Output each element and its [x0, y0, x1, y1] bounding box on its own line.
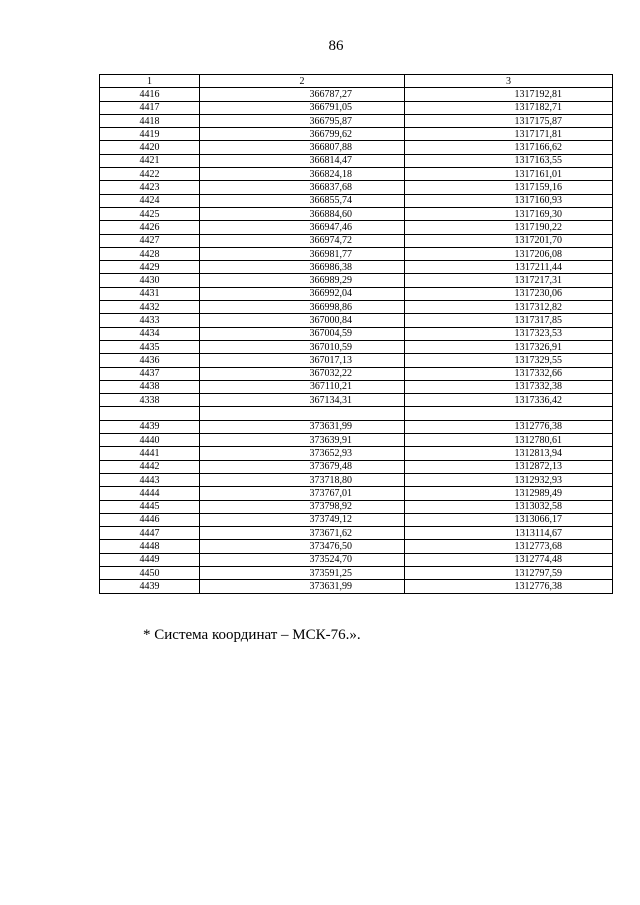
x-coordinate-cell: 373718,80 — [200, 473, 405, 486]
y-coordinate-cell: 1312872,13 — [405, 460, 613, 473]
x-coordinate-cell: 367134,31 — [200, 394, 405, 407]
x-coordinate-cell: 366974,72 — [200, 234, 405, 247]
y-coordinate-cell: 1312776,38 — [405, 580, 613, 593]
point-number-cell: 4431 — [100, 287, 200, 300]
x-coordinate-cell: 366837,68 — [200, 181, 405, 194]
x-coordinate-cell: 373631,99 — [200, 580, 405, 593]
x-coordinate-cell: 366947,46 — [200, 221, 405, 234]
table-row — [100, 553, 613, 566]
table-row — [100, 540, 613, 553]
point-number-cell: 4432 — [100, 301, 200, 314]
x-coordinate-cell: 366884,60 — [200, 207, 405, 220]
x-coordinate-cell: 373631,99 — [200, 420, 405, 433]
y-coordinate-cell: 1317169,30 — [405, 207, 613, 220]
table-row — [100, 580, 613, 593]
table-row — [100, 207, 613, 220]
y-coordinate-cell: 1317182,71 — [405, 101, 613, 114]
table-row — [100, 101, 613, 114]
point-number-cell: 4439 — [100, 420, 200, 433]
x-coordinate-cell: 373767,01 — [200, 487, 405, 500]
table-row — [100, 394, 613, 407]
table-row — [100, 261, 613, 274]
point-number-cell: 4437 — [100, 367, 200, 380]
y-coordinate-cell: 1312776,38 — [405, 420, 613, 433]
point-number-cell: 4434 — [100, 327, 200, 340]
page-number: 86 — [328, 38, 344, 54]
y-coordinate-cell: 1312774,48 — [405, 553, 613, 566]
y-coordinate-cell: 1317326,91 — [405, 340, 613, 353]
table-row — [100, 380, 613, 393]
point-number-cell: 4417 — [100, 101, 200, 114]
x-coordinate-cell: 366986,38 — [200, 261, 405, 274]
table-row — [100, 447, 613, 460]
x-coordinate-cell: 366807,88 — [200, 141, 405, 154]
point-number-cell: 4419 — [100, 128, 200, 141]
table-row — [100, 527, 613, 540]
point-number-cell: 4450 — [100, 566, 200, 579]
y-coordinate-cell: 1317211,44 — [405, 261, 613, 274]
x-coordinate-cell: 373591,25 — [200, 566, 405, 579]
point-number-cell: 4423 — [100, 181, 200, 194]
y-coordinate-cell: 1317175,87 — [405, 114, 613, 127]
table-row — [100, 487, 613, 500]
y-coordinate-cell: 1317317,85 — [405, 314, 613, 327]
y-coordinate-cell: 1317329,55 — [405, 354, 613, 367]
x-coordinate-cell: 373476,50 — [200, 540, 405, 553]
y-coordinate-cell: 1317201,70 — [405, 234, 613, 247]
column-header-y: 3 — [405, 75, 613, 88]
y-coordinate-cell: 1317230,06 — [405, 287, 613, 300]
point-number-cell: 4424 — [100, 194, 200, 207]
x-coordinate-cell: 366992,04 — [200, 287, 405, 300]
table-row — [100, 434, 613, 447]
x-coordinate-cell: 373749,12 — [200, 513, 405, 526]
table-row — [100, 287, 613, 300]
y-coordinate-cell: 1312780,61 — [405, 434, 613, 447]
table-row — [100, 128, 613, 141]
table-row — [100, 274, 613, 287]
table-row — [100, 340, 613, 353]
table-row — [100, 327, 613, 340]
table-row — [100, 141, 613, 154]
table-row — [100, 168, 613, 181]
y-coordinate-cell: 1317312,82 — [405, 301, 613, 314]
table-row — [100, 513, 613, 526]
x-coordinate-cell: 366855,74 — [200, 194, 405, 207]
x-coordinate-cell: 366814,47 — [200, 154, 405, 167]
table-row — [100, 88, 613, 101]
table-row — [100, 154, 613, 167]
point-number-cell: 4438 — [100, 380, 200, 393]
point-number-cell: 4425 — [100, 207, 200, 220]
y-coordinate-cell: 1312813,94 — [405, 447, 613, 460]
point-number-cell: 4440 — [100, 434, 200, 447]
point-number-cell: 4433 — [100, 314, 200, 327]
point-number-cell: 4443 — [100, 473, 200, 486]
point-number-cell: 4427 — [100, 234, 200, 247]
column-header-x: 2 — [200, 75, 405, 88]
y-coordinate-cell: 1317206,08 — [405, 247, 613, 260]
x-coordinate-cell: 366824,18 — [200, 168, 405, 181]
point-number-cell: 4429 — [100, 261, 200, 274]
x-coordinate-cell: 367110,21 — [200, 380, 405, 393]
y-coordinate-cell: 1317190,22 — [405, 221, 613, 234]
point-number-cell: 4421 — [100, 154, 200, 167]
x-coordinate-cell: 366989,29 — [200, 274, 405, 287]
x-coordinate-cell: 373798,92 — [200, 500, 405, 513]
y-coordinate-cell: 1317217,31 — [405, 274, 613, 287]
x-coordinate-cell: 373679,48 — [200, 460, 405, 473]
x-coordinate-cell: 373639,91 — [200, 434, 405, 447]
point-number-cell: 4439 — [100, 580, 200, 593]
x-coordinate-cell: 366998,86 — [200, 301, 405, 314]
point-number-cell: 4338 — [100, 394, 200, 407]
table-row — [100, 221, 613, 234]
point-number-cell: 4430 — [100, 274, 200, 287]
table-row — [100, 420, 613, 433]
x-coordinate-cell — [200, 407, 405, 420]
x-coordinate-cell: 373671,62 — [200, 527, 405, 540]
footnote: * Система координат – МСК-76.». — [143, 627, 361, 643]
coordinates-table — [99, 74, 613, 594]
point-number-cell: 4447 — [100, 527, 200, 540]
y-coordinate-cell: 1317163,55 — [405, 154, 613, 167]
y-coordinate-cell: 1313066,17 — [405, 513, 613, 526]
table-row — [100, 354, 613, 367]
y-coordinate-cell — [405, 407, 613, 420]
point-number-cell: 4426 — [100, 221, 200, 234]
point-number-cell: 4422 — [100, 168, 200, 181]
point-number-cell: 4418 — [100, 114, 200, 127]
x-coordinate-cell: 367004,59 — [200, 327, 405, 340]
y-coordinate-cell: 1317161,01 — [405, 168, 613, 181]
y-coordinate-cell: 1317159,16 — [405, 181, 613, 194]
x-coordinate-cell: 367032,22 — [200, 367, 405, 380]
y-coordinate-cell: 1312797,59 — [405, 566, 613, 579]
y-coordinate-cell: 1317171,81 — [405, 128, 613, 141]
y-coordinate-cell: 1317332,66 — [405, 367, 613, 380]
y-coordinate-cell: 1317323,53 — [405, 327, 613, 340]
y-coordinate-cell: 1317336,42 — [405, 394, 613, 407]
column-header-point: 1 — [100, 75, 200, 88]
point-number-cell: 4444 — [100, 487, 200, 500]
x-coordinate-cell: 367000,84 — [200, 314, 405, 327]
x-coordinate-cell: 366795,87 — [200, 114, 405, 127]
y-coordinate-cell: 1312932,93 — [405, 473, 613, 486]
point-number-cell: 4436 — [100, 354, 200, 367]
point-number-cell: 4416 — [100, 88, 200, 101]
x-coordinate-cell: 367010,59 — [200, 340, 405, 353]
table-row — [100, 566, 613, 579]
x-coordinate-cell: 366791,05 — [200, 101, 405, 114]
point-number-cell: 4446 — [100, 513, 200, 526]
table-row — [100, 314, 613, 327]
table-row — [100, 460, 613, 473]
point-number-cell: 4448 — [100, 540, 200, 553]
table-row — [100, 181, 613, 194]
table-header-row — [100, 75, 613, 88]
point-number-cell: 4435 — [100, 340, 200, 353]
point-number-cell: 4441 — [100, 447, 200, 460]
table-row — [100, 234, 613, 247]
table-body — [100, 88, 613, 593]
x-coordinate-cell: 373652,93 — [200, 447, 405, 460]
x-coordinate-cell: 367017,13 — [200, 354, 405, 367]
table-row — [100, 247, 613, 260]
x-coordinate-cell: 366799,62 — [200, 128, 405, 141]
y-coordinate-cell: 1313032,58 — [405, 500, 613, 513]
y-coordinate-cell: 1317166,62 — [405, 141, 613, 154]
y-coordinate-cell: 1317332,38 — [405, 380, 613, 393]
table-row — [100, 407, 613, 420]
y-coordinate-cell: 1313114,67 — [405, 527, 613, 540]
point-number-cell — [100, 407, 200, 420]
table-row — [100, 114, 613, 127]
table-row — [100, 473, 613, 486]
point-number-cell: 4428 — [100, 247, 200, 260]
point-number-cell: 4442 — [100, 460, 200, 473]
x-coordinate-cell: 366981,77 — [200, 247, 405, 260]
y-coordinate-cell: 1312773,68 — [405, 540, 613, 553]
table-row — [100, 301, 613, 314]
table-row — [100, 367, 613, 380]
table-row — [100, 194, 613, 207]
table-row — [100, 500, 613, 513]
y-coordinate-cell: 1317192,81 — [405, 88, 613, 101]
point-number-cell: 4445 — [100, 500, 200, 513]
point-number-cell: 4449 — [100, 553, 200, 566]
point-number-cell: 4420 — [100, 141, 200, 154]
y-coordinate-cell: 1312989,49 — [405, 487, 613, 500]
x-coordinate-cell: 366787,27 — [200, 88, 405, 101]
y-coordinate-cell: 1317160,93 — [405, 194, 613, 207]
x-coordinate-cell: 373524,70 — [200, 553, 405, 566]
